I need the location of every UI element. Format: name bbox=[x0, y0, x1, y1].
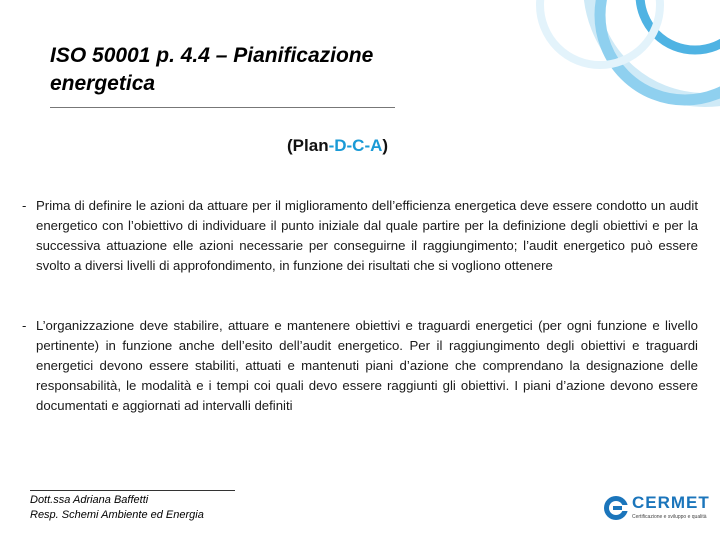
bullet-text: Prima di definire le azioni da attuare per il miglioramento dell’efficienza energetica deve essere condotto un audit energetico con l’obiettivo di individuare il punto iniziale dal quale partire per la definizione degli obiettivi e per la successiva attuazione elle azioni necessarie per conseguirne il raggiungimento; l’audit energetico può essere svolto a diversi livelli di approfondimento, in funzione dei risultati che si vogliono ottenere bbox=[36, 198, 698, 273]
pdca-plan: Plan bbox=[292, 136, 329, 155]
title-line-1: ISO 50001 p. 4.4 – Pianificazione bbox=[50, 44, 374, 67]
page-title bbox=[50, 42, 470, 98]
cermet-logo bbox=[602, 488, 712, 528]
bullet-text: L’organizzazione deve stabilire, attuare e mantenere obiettivi e traguardi energetici (per ogni funzione e livello pertinente) in funzione anche dell’esito dell’audit energetico. Per il raggiungimento degli obiettivi e traguardi energetici devono essere stabiliti, attuati e mantenuti piani d’azione che comprendano la designazione delle responsabilità, le modalità e i tempi coi quali devo essere raggiunti gli obiettivi. I piani d’azione devono essere documentati e aggiornati ad intervalli definiti bbox=[36, 318, 698, 413]
signature-divider bbox=[30, 490, 235, 491]
logo-tagline: Certificazione e sviluppo e qualità bbox=[632, 514, 707, 520]
signature-role: Resp. Schemi Ambiente ed Energia bbox=[30, 509, 204, 521]
bullet-marker: - bbox=[22, 198, 27, 213]
cermet-mark-icon bbox=[602, 494, 630, 522]
title-line-2: energetica bbox=[50, 72, 156, 95]
decorative-rings bbox=[450, 0, 720, 150]
signature-name: Dott.ssa Adriana Baffetti bbox=[30, 494, 149, 506]
pdca-label bbox=[287, 136, 388, 156]
pdca-open-paren: ( bbox=[287, 136, 293, 155]
bullet-marker: - bbox=[22, 318, 27, 333]
pdca-close-paren: ) bbox=[382, 136, 389, 155]
bullet-audit bbox=[22, 196, 698, 276]
bullet-objectives bbox=[22, 316, 698, 416]
logo-wordmark: CERMET bbox=[632, 493, 710, 512]
title-divider bbox=[50, 107, 395, 108]
signature bbox=[30, 493, 204, 523]
pdca-dca: -D-C-A bbox=[328, 136, 383, 155]
